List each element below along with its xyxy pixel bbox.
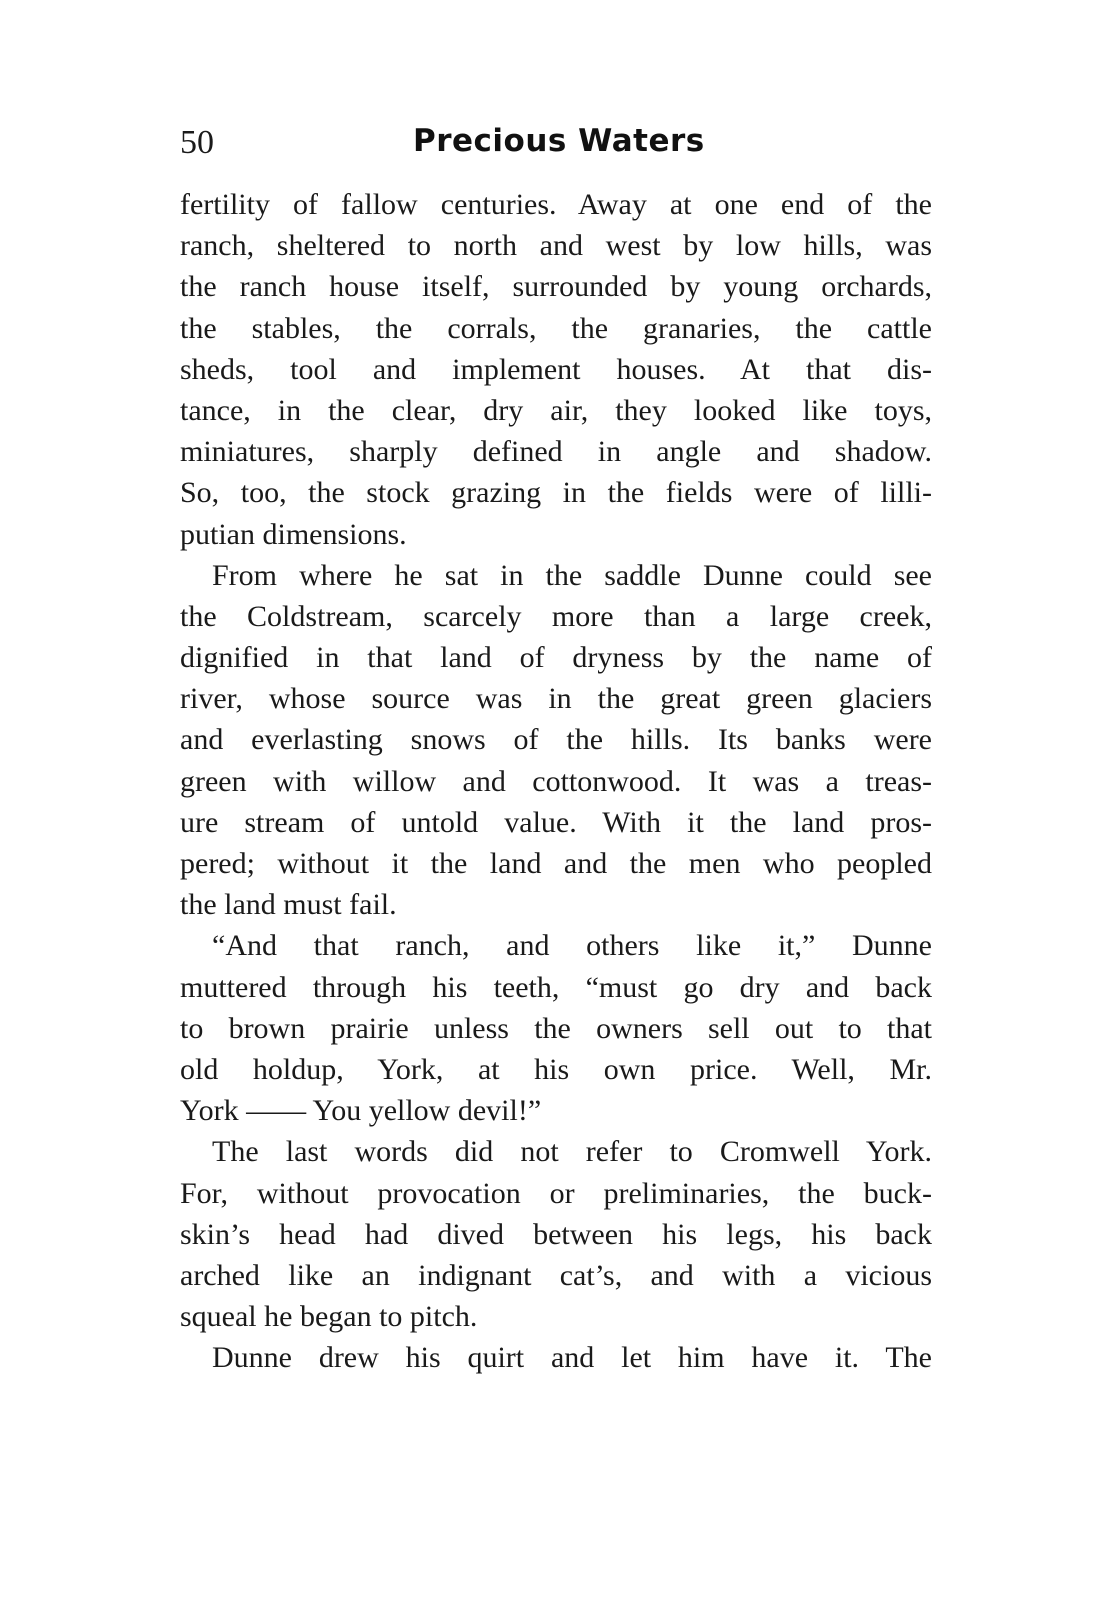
text-line: York —— You yellow devil!” — [180, 1094, 542, 1128]
text-line: skin’s head had dived between his legs, his back — [180, 1217, 932, 1251]
paragraph — [180, 1337, 932, 1378]
text-line: From where he sat in the saddle Dunne could see — [212, 558, 932, 592]
text-line: dignified in that land of dryness by the name of — [180, 641, 932, 675]
paragraph — [180, 925, 932, 1131]
text-line: the ranch house itself, surrounded by young orchards, — [180, 270, 932, 304]
text-line: Dunne drew his quirt and let him have it. The — [212, 1341, 932, 1375]
text-line: river, whose source was in the great green glaciers — [180, 682, 932, 716]
text-line: fertility of fallow centuries. Away at one end of the — [180, 188, 932, 221]
text-line: tance, in the clear, dry air, they looked like toys, — [180, 393, 932, 427]
text-line: arched like an indignant cat’s, and with a vicious — [180, 1258, 932, 1292]
paragraph — [180, 555, 932, 926]
text-line: the Coldstream, scarcely more than a large creek, — [180, 599, 932, 633]
paragraph — [180, 1131, 932, 1337]
text-line: squeal he began to pitch. — [180, 1300, 478, 1334]
text-line: sheds, tool and implement houses. At that dis- — [180, 352, 932, 386]
text-line: For, without provocation or preliminaries, the buck- — [180, 1176, 932, 1210]
text-line: ranch, sheltered to north and west by low hills, was — [180, 229, 932, 263]
page-header — [180, 118, 932, 168]
page-number: 50 — [180, 124, 214, 161]
running-title: Precious Waters — [413, 123, 705, 159]
text-line: the land must fail. — [180, 888, 397, 922]
text-line: ure stream of untold value. With it the land pros- — [180, 805, 932, 839]
text-line: The last words did not refer to Cromwell York. — [212, 1135, 932, 1169]
text-line: to brown prairie unless the owners sell out to that — [180, 1011, 932, 1045]
body-text — [180, 184, 932, 1378]
text-line: muttered through his teeth, “must go dry and back — [180, 970, 932, 1004]
text-line: miniatures, sharply defined in angle and shadow. — [180, 435, 932, 469]
text-line: So, too, the stock grazing in the fields were of lilli- — [180, 476, 932, 510]
text-line: pered; without it the land and the men who peopled — [180, 847, 932, 880]
text-line: putian dimensions. — [180, 517, 407, 551]
text-line: the stables, the corrals, the granaries, the cattle — [180, 311, 932, 345]
text-line: old holdup, York, at his own price. Well, Mr. — [180, 1052, 932, 1086]
text-line: “And that ranch, and others like it,” Dunne — [212, 929, 932, 963]
paragraph — [180, 184, 932, 555]
text-line: green with willow and cottonwood. It was a treas- — [180, 764, 932, 798]
text-line: and everlasting snows of the hills. Its banks were — [180, 723, 932, 757]
